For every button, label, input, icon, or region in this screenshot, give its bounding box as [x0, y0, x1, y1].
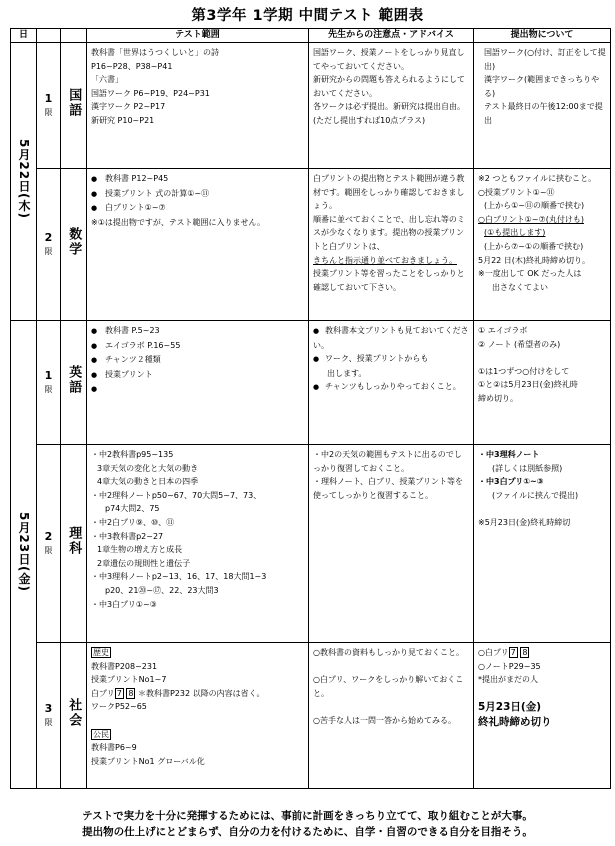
header-range: テスト範囲 — [87, 29, 309, 43]
period-cell: 1 限 — [37, 43, 61, 169]
date-cell-day2 — [11, 321, 37, 789]
row-japanese — [11, 43, 611, 169]
advice-english: ● 教科書本文プリントも見ておいてください。 ● ワーク、授業プリントからも 出します。 ● チャンツもしっかりやっておくこと。 — [309, 321, 474, 445]
range-japanese: 教科書「世界はうつくしいと」の詩 P16~P28、P38~P41 「六書」 国語ワーク P6~P19、P24~P31 漢字ワーク P2~P17 新研究 P10~P21 — [87, 43, 309, 169]
footer-note — [0, 808, 615, 840]
submit-box-8: 8 — [522, 648, 528, 657]
subject-english: 英語 — [61, 321, 87, 445]
range-social: 歴史 教科書P208~231 授業プリントNo1~7 白プリ 7 8 ＊教科書P232 以降の内容は省く。 ワークP52~65 公民 教科書P6~9 授業プリントNo1 グローバル化 — [87, 643, 309, 789]
submit-math: ※2 つともファイルに挟むこと。 ○授業プリント①~⑪ (上から①~⑪の順番で挟む) ○白プリント①~⑦(丸付けも) (①も提出します) (上から⑦~①の順番で挟む) 5月22 日(木)終礼時締め切り。 ※一度出して OK だった人は 出さなくてよい — [474, 169, 611, 321]
subject-social: 社会 — [61, 643, 87, 789]
page-title: 第3学年 1学期 中間テスト 範囲表 — [191, 8, 424, 24]
row-math — [11, 169, 611, 321]
header-submit: 提出物について — [474, 29, 611, 43]
period-cell: 3 限 — [37, 643, 61, 789]
subject-japanese: 国語 — [61, 43, 87, 169]
submit-box-7: 7 — [510, 648, 516, 657]
submit-science: ・中3理科ノート (詳しくは別紙参照) ・中3白プリ①~③ (ファイルに挟んで提出) ※5月23日(金)終礼時締切 — [474, 445, 611, 643]
advice-social: ○教科書の資料もしっかり見ておくこと。 ○白プリ、ワークをしっかり解いておくこと。 ○苦手な人は一問一答から始めてみる。 — [309, 643, 474, 789]
submit-japanese: 国語ワーク(○付け、訂正をして提出) 漢字ワーク(範囲まできっちりやる) テスト最終日の午後12:00まで提出 — [474, 43, 611, 169]
date-cell-day1 — [11, 43, 37, 321]
subject-science: 理科 — [61, 445, 87, 643]
social-deadline-date: 5月23日(金) — [478, 701, 542, 714]
date-day2: 5月23日(金) — [17, 512, 31, 593]
civics-label: 公民 — [93, 729, 109, 739]
row-science — [11, 445, 611, 643]
advice-math: 白プリントの提出物とテスト範囲が違う教材です。範囲をしっかり確認しておきましょう。 順番に並べておくことで、出し忘れ等のミスが少なくなります。提出物の授業プリントと白プリントは、 きちんと指示通り並べておきましょう。 授業プリント等を習ったことをしっかりと確認しておいて下さい。 — [309, 169, 474, 321]
header-row — [11, 29, 611, 43]
footer-line-1: テストで実力を十分に発揮するためには、事前に計画をきっちり立てて、取り組むことが大事。 — [82, 810, 533, 822]
period-cell: 2 限 — [37, 169, 61, 321]
range-science: ・中2教科書p95~135 3章天気の変化と大気の動き 4章大気の動きと日本の四季 ・中2理科ノートp50~67、70大問5~7、73、 p74大問2、75 ・中2白プリ⑨、⑩、⑪ ・中3教科書p2~27 1章生物の増え方と成長 2章遺伝の規則性と遺伝子 ・中3理科ノートp2~13、16、17、18大問1~3 p20、21⑳~⑰、22、23大問3 ・中3白プリ①~③ — [87, 445, 309, 643]
subject-math: 数学 — [61, 169, 87, 321]
range-math: ● 教科書 P12~P45 ● 授業プリント 式の計算①~⑪ ● 白プリント①~⑦ ※①は提出物ですが、テスト範囲に入りません。 — [87, 169, 309, 321]
history-label: 歴史 — [93, 648, 109, 657]
submit-english: ① エイゴラボ ② ノート (希望者のみ) ①は1つずつ○付けをして ①と②は5月23日(金)終礼時 締め切り。 — [474, 321, 611, 445]
print-box-8: 8 — [128, 688, 134, 698]
date-day1: 5月22日(木) — [17, 139, 31, 220]
range-english: ● 教科書 P.5~23 ● エイゴラボ P.16~55 ● チャンツ２種類 ● 授業プリント ● — [87, 321, 309, 445]
advice-science: ・中2の天気の範囲もテストに出るのでしっかり復習しておくこと。 ・理科ノート、白プリ、授業プリント等を使ってしっかりと復習すること。 — [309, 445, 474, 643]
footer-line-2: 提出物の仕上げにとどまらず、自分の力を付けるために、自学・自習のできる自分を目指そう。 — [82, 826, 533, 838]
period-cell: 1 限 — [37, 321, 61, 445]
submit-social: ○白プリ 7 8 ○ノートP29~35 *提出がまだの人 5月23日(金) 終礼時締め切り — [474, 643, 611, 789]
header-advice: 先生からの注意点・アドバイス — [309, 29, 474, 43]
schedule-table — [10, 28, 611, 789]
row-english — [11, 321, 611, 445]
header-day: 日 — [11, 29, 37, 43]
advice-japanese: 国語ワーク、授業ノートをしっかり見直してやっておいてください。 新研究からの問題も答えられるようにしておいてください。 各ワークは必ず提出。新研究は提出自由。(ただし提出すれば10点プラス) — [309, 43, 474, 169]
period-cell: 2 限 — [37, 445, 61, 643]
print-box-7: 7 — [116, 688, 122, 698]
row-social — [11, 643, 611, 789]
social-deadline-time: 終礼時締め切り — [478, 716, 552, 729]
